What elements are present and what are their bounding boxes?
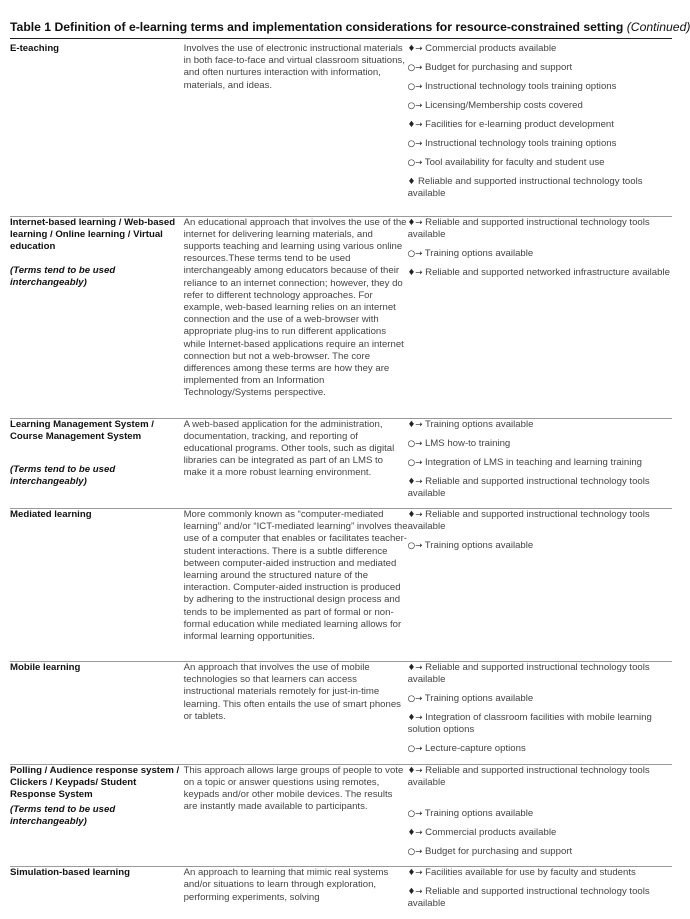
consideration-item — [408, 712, 672, 736]
consideration-text: Training options available — [424, 247, 534, 259]
consideration-text: Licensing/Membership costs covered — [424, 100, 583, 111]
consideration-item — [408, 886, 672, 910]
consideration-text: Tool availability for faculty and student use — [424, 157, 605, 168]
consideration-item — [408, 419, 672, 431]
marker-icon: ♦→ — [407, 44, 423, 54]
consideration-item — [408, 176, 672, 200]
continued-label: (Continued) — [626, 20, 690, 34]
definition-cell: More commonly known as “computer-mediated learning” and/or “ICT-mediated learning” involves the use of a computer that enables or facilitates teacher-student interactions. There is a subtle difference between computer-aided instruction and mediated learning around the structured nature of the interaction. Computer-aided instruction is produced by adhering to the instructional design process and tends to be implemented as part of formal or non-formal education while mediated learning allows for informal learning opportunities. — [183, 508, 408, 642]
marker-icon: ○→ — [407, 248, 423, 259]
considerations-cell — [408, 867, 672, 919]
marker-icon: ○→ — [407, 438, 423, 449]
consideration-text: Instructional technology tools training options — [424, 138, 617, 149]
definition-cell: Involves the use of electronic instructional materials in both face-to-face and virtual classroom situations, and often nurtures interaction with information, materials, and ideas. — [183, 43, 405, 91]
definitions-table — [10, 43, 672, 919]
consideration-text: Reliable and supported instructional technology tools available — [407, 216, 650, 240]
considerations-cell — [408, 418, 672, 508]
consideration-item — [408, 248, 672, 260]
table-row — [10, 508, 672, 661]
consideration-item — [408, 138, 672, 150]
caption-rule — [10, 38, 672, 39]
consideration-item — [408, 662, 672, 686]
term-cell — [10, 867, 184, 919]
term-cell — [10, 43, 184, 216]
table-row — [10, 764, 672, 867]
consideration-item — [408, 540, 672, 552]
term-cell — [10, 216, 184, 418]
considerations-cell — [408, 764, 672, 867]
marker-icon: ♦→ — [407, 419, 423, 430]
term-cell — [10, 418, 184, 508]
consideration-item — [408, 43, 672, 55]
term-note: (Terms tend to be used interchangeably) — [10, 463, 116, 488]
table-row — [10, 43, 672, 216]
consideration-item — [408, 81, 672, 93]
term-cell — [10, 661, 184, 764]
consideration-text: Reliable and supported instructional technology tools available — [407, 661, 650, 686]
marker-icon: ○→ — [407, 694, 423, 705]
marker-icon: ♦→ — [407, 765, 423, 776]
considerations-cell — [408, 508, 672, 661]
consideration-text: Reliable and supported instructional technology tools available — [407, 508, 650, 533]
consideration-text: Instructional technology tools training options — [424, 81, 617, 92]
consideration-text: Budget for purchasing and support — [424, 62, 573, 73]
marker-icon: ♦→ — [407, 713, 423, 724]
consideration-text: Training options available — [424, 807, 534, 819]
consideration-text: Integration of LMS in teaching and learning training — [424, 456, 643, 468]
definition-cell: An approach that involves the use of mobile technologies so that learners can access instructional materials remotely for just-in-time learning. This often entails the use of smart phones or tablets. — [183, 661, 401, 722]
considerations-cell — [408, 43, 672, 216]
consideration-item — [408, 693, 672, 705]
marker-icon: ♦→ — [407, 267, 423, 278]
marker-icon: ○→ — [407, 82, 423, 92]
consideration-item — [408, 846, 672, 858]
term-name: Polling / Audience response system / Clickers / Keypads/ Student Response System — [10, 764, 180, 800]
term-name: Simulation-based learning — [10, 867, 130, 879]
consideration-item — [408, 62, 672, 74]
consideration-item — [408, 100, 672, 112]
table-caption — [10, 20, 690, 34]
marker-icon: ○→ — [407, 846, 423, 857]
term-note: (Terms tend to be used interchangeably) — [10, 265, 116, 289]
marker-icon: ♦→ — [407, 509, 423, 520]
consideration-text: Integration of classroom facilities with mobile learning solution options — [407, 712, 652, 736]
term-name: Mobile learning — [10, 661, 81, 673]
consideration-text: Facilities available for use by faculty and students — [425, 867, 636, 879]
marker-icon: ♦→ — [407, 217, 423, 228]
caption-text: Table 1 Definition of e-learning terms and implementation considerations for resource-constrained setting — [10, 20, 624, 34]
table-row — [10, 867, 672, 919]
term-cell — [10, 764, 184, 867]
consideration-item — [408, 119, 672, 131]
consideration-text: Reliable and supported networked infrastructure available — [425, 266, 670, 278]
term-cell — [10, 508, 184, 661]
consideration-item — [408, 438, 672, 450]
consideration-text: LMS how-to training — [424, 437, 511, 449]
consideration-item — [408, 217, 672, 241]
table-row — [10, 661, 672, 764]
consideration-item — [408, 457, 672, 469]
consideration-item — [408, 476, 672, 500]
marker-icon: ♦→ — [407, 476, 423, 487]
marker-icon: ○→ — [407, 139, 423, 149]
marker-icon: ○→ — [407, 541, 423, 552]
consideration-item — [408, 509, 672, 533]
consideration-text: Training options available — [424, 418, 534, 430]
considerations-cell — [408, 216, 672, 418]
consideration-text: Commercial products available — [425, 826, 557, 838]
definition-cell: This approach allows large groups of people to vote on a topic or answer questions using remotes, keypads and/or other mobile devices. The results are instantly made available to participants. — [183, 764, 404, 813]
consideration-item — [408, 827, 672, 839]
consideration-item — [408, 765, 672, 789]
consideration-text: Reliable and supported instructional technology tools available — [407, 475, 650, 499]
considerations-cell — [408, 661, 672, 764]
marker-icon: ○→ — [407, 63, 423, 73]
table-row — [10, 216, 672, 418]
marker-icon: ♦ — [407, 177, 416, 187]
marker-icon: ♦→ — [407, 120, 423, 130]
consideration-item — [408, 808, 672, 820]
marker-icon: ○→ — [407, 808, 423, 819]
term-name: Mediated learning — [10, 508, 92, 520]
definition-cell: An approach to learning that mimic real systems and/or situations to learn through exploration, performing experiments, solving — [183, 867, 389, 903]
consideration-text: Training options available — [424, 540, 534, 552]
marker-icon: ○→ — [407, 744, 423, 755]
consideration-text: Budget for purchasing and support — [424, 845, 573, 857]
term-name: Internet-based learning / Web-based learning / Online learning / Virtual education — [10, 216, 176, 252]
marker-icon: ○→ — [407, 158, 423, 168]
consideration-text: Facilities for e-learning product development — [425, 119, 614, 130]
consideration-item — [408, 267, 672, 279]
marker-icon: ○→ — [407, 101, 423, 111]
consideration-item — [408, 867, 672, 879]
consideration-text: Lecture-capture options — [424, 743, 526, 755]
consideration-text: Commercial products available — [425, 43, 557, 54]
term-note: (Terms tend to be used interchangeably) — [10, 804, 116, 828]
consideration-text: Reliable and supported instructional technology tools available — [407, 764, 650, 788]
term-name: E-teaching — [10, 43, 60, 54]
consideration-item — [408, 743, 672, 755]
consideration-text: Reliable and supported instructional technology tools available — [407, 886, 650, 910]
marker-icon: ○→ — [407, 457, 423, 468]
marker-icon: ♦→ — [407, 887, 423, 898]
marker-icon: ♦→ — [407, 662, 423, 673]
marker-icon: ♦→ — [407, 827, 423, 838]
table-header — [10, 20, 690, 39]
table-row — [10, 418, 672, 508]
consideration-item — [408, 157, 672, 169]
marker-icon: ♦→ — [407, 868, 423, 879]
definition-cell: An educational approach that involves the use of the internet for delivering learning materials, and supports teaching and learning using various online resources.These terms tend to be used interchangeably among educators because of their reliance to an internet connection; however, they do refer to different technology approaches. For example, web-based learning relies on an internet connection and the use of a web-browser with appropriate plug-ins to run different applications while Internet-based applications require an internet connection but not a web-browser. The core differences among these terms are how they are implemented from an Information Technology/Systems perspective. — [183, 216, 407, 399]
term-name: Learning Management System / Course Management System — [10, 418, 154, 442]
consideration-text: Reliable and supported instructional technology tools available — [407, 176, 643, 200]
definition-cell: A web-based application for the administration, documentation, tracking, and reporting of educational programs. Other tools, such as digital libraries can be integrated as part of an LMS to make it a more robust learning environment. — [183, 418, 395, 479]
consideration-text: Training options available — [424, 693, 534, 705]
